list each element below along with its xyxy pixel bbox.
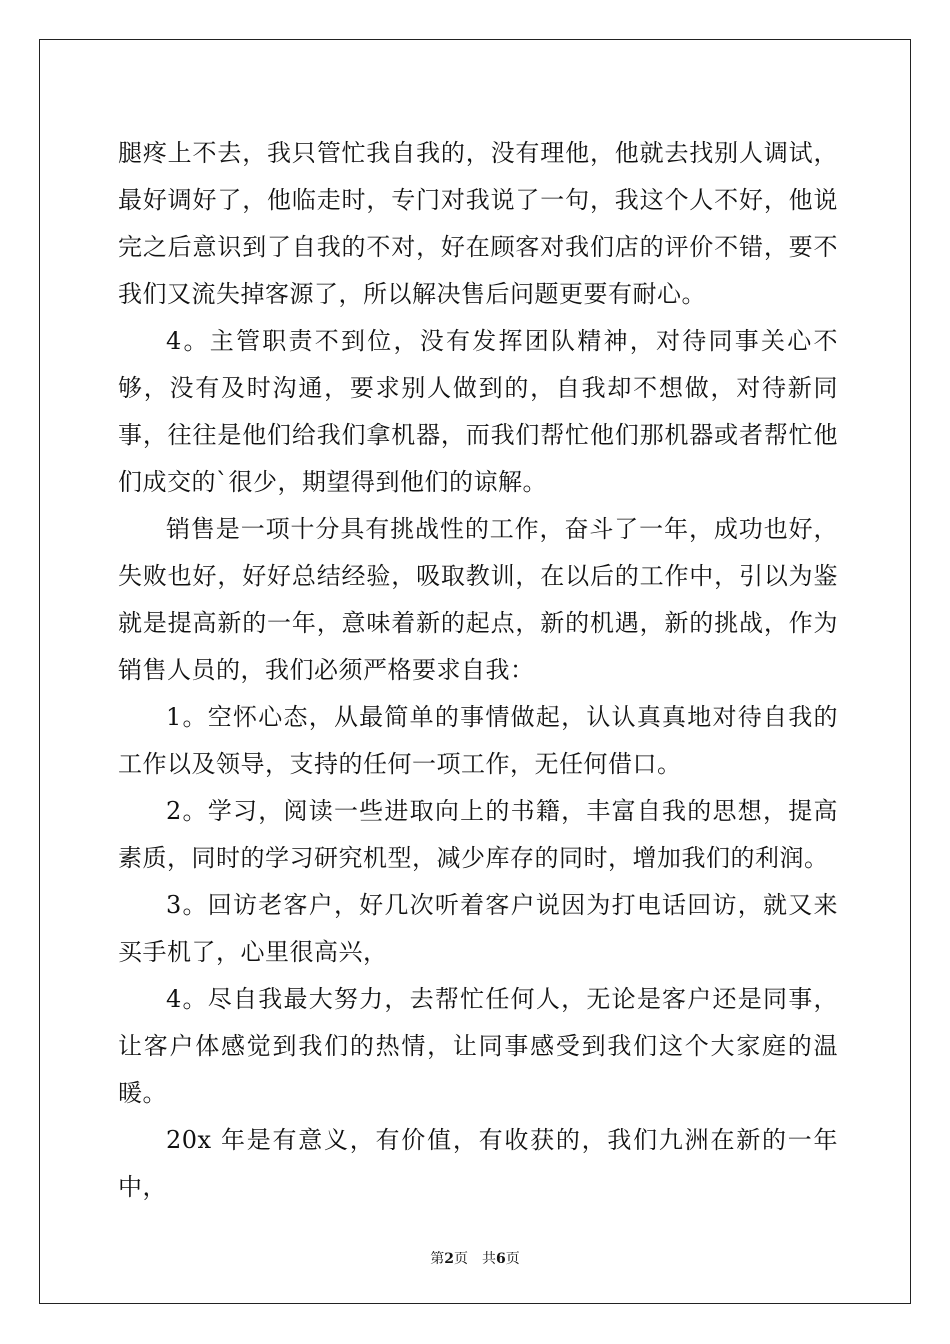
footer-total-suffix: 页: [505, 1251, 520, 1267]
paragraph-5: 2。学习，阅读一些进取向上的书籍，丰富自我的思想，提高素质，同时的学习研究机型，减少库存的同时，增加我们的利润。: [118, 797, 838, 872]
footer-total-pages: 6: [496, 1251, 506, 1267]
paragraph-1: 腿疼上不去，我只管忙我自我的，没有理他，他就去找别人调试，最好调好了，他临走时，专门对我说了一句，我这个人不好，他说完之后意识到了自我的不对，好在顾客对我们店的评价不错，要不我们又流失掉客源了，所以解决售后问题更要有耐心。: [118, 139, 838, 308]
paragraph-3: 销售是一项十分具有挑战性的工作，奋斗了一年，成功也好，失败也好，好好总结经验，吸取教训，在以后的工作中，引以为鉴就是提高新的一年，意味着新的起点，新的机遇，新的挑战，作为销售人员的，我们必须严格要求自我：: [118, 515, 838, 684]
paragraph-7: 4。尽自我最大努力，去帮忙任何人，无论是客户还是同事，让客户体感觉到我们的热情，让同事感受到我们这个大家庭的温暖。: [118, 985, 838, 1107]
paragraph-4: 1。空怀心态，从最简单的事情做起，认认真真地对待自我的工作以及领导，支持的任何一项工作，无任何借口。: [118, 703, 838, 778]
footer-total-prefix: 共: [482, 1251, 496, 1267]
paragraph-8: 20x 年是有意义，有价值，有收获的，我们九洲在新的一年中，: [118, 1126, 838, 1201]
footer-prefix: 第: [430, 1251, 445, 1267]
footer-current-page: 2: [444, 1251, 454, 1267]
footer-page-word: 页: [454, 1251, 468, 1267]
document-body: [118, 130, 838, 1211]
paragraph-2: 4。主管职责不到位，没有发挥团队精神，对待同事关心不够，没有及时沟通，要求别人做到的，自我却不想做，对待新同事，往往是他们给我们拿机器，而我们帮忙他们那机器或者帮忙他们成交的`很少，期望得到他们的谅解。: [118, 327, 838, 496]
page-footer: [0, 1248, 950, 1268]
paragraph-6: 3。回访老客户，好几次听着客户说因为打电话回访，就又来买手机了，心里很高兴，: [118, 891, 838, 966]
